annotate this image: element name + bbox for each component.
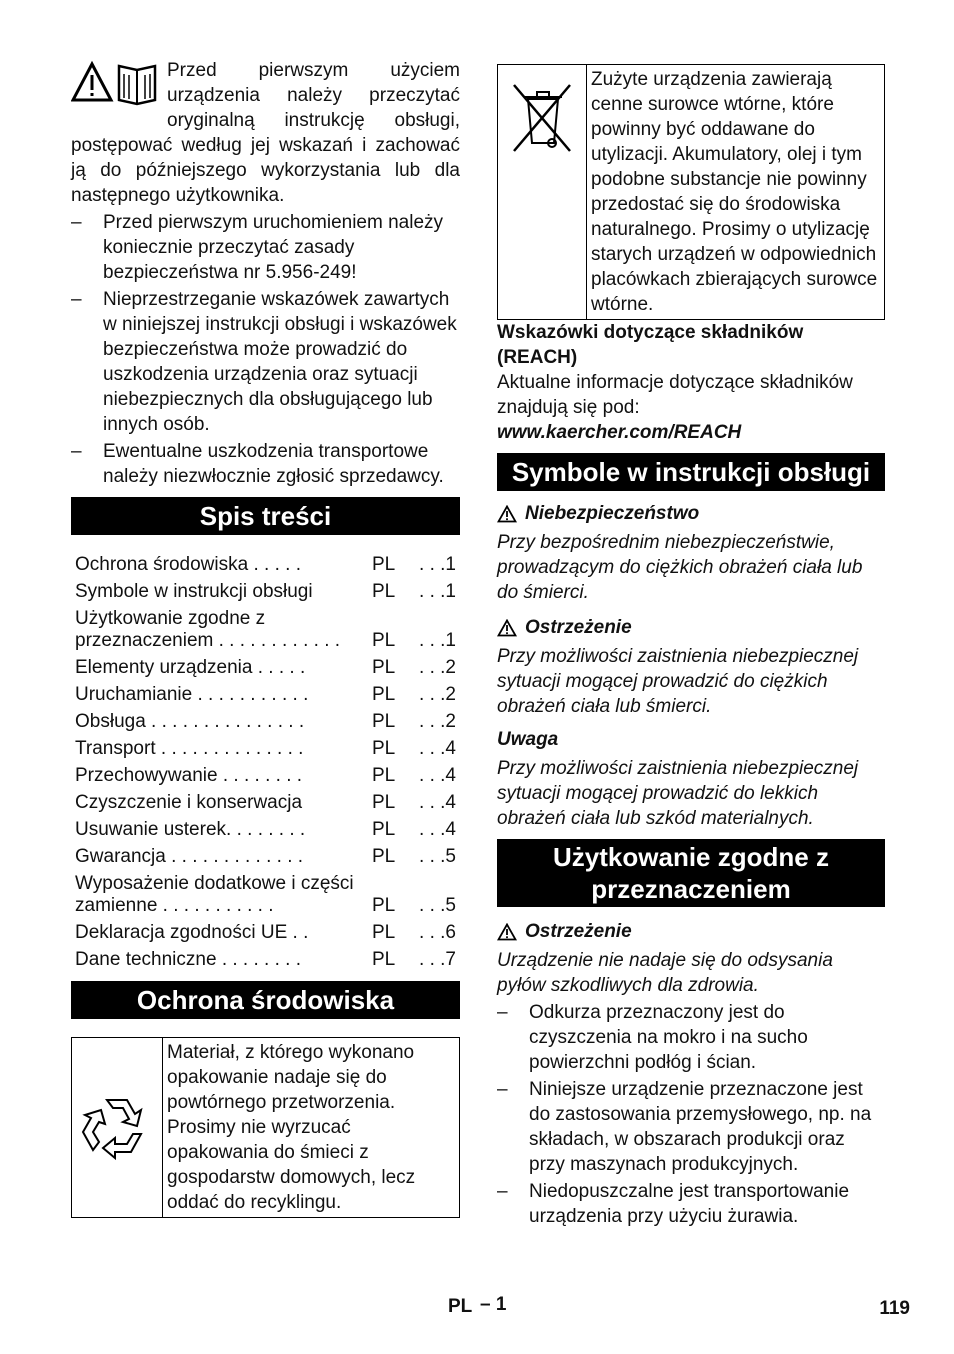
toc-row[interactable]: Symbole w instrukcji obsługi PL . . .1 xyxy=(75,580,456,602)
toc-row[interactable]: Wyposażenie dodatkowe i części zamienne . . . . . . . . . . . PL . . .5 xyxy=(75,872,456,916)
intended-warning-text: Urządzenie nie nadaje się do odsysania pyłów szkodliwych dla zdrowia. xyxy=(497,950,833,996)
warning-triangle-icon xyxy=(497,505,517,523)
warning-label: Ostrzeżenie xyxy=(525,617,632,638)
toc-row[interactable]: Deklaracja zgodności UE . . PL . . .6 xyxy=(75,921,456,943)
caution-label: Uwaga xyxy=(497,729,559,750)
intro-bullets xyxy=(71,210,460,489)
danger-label-row xyxy=(497,501,885,526)
recycling-icon xyxy=(79,1090,155,1166)
weee-icon-cell xyxy=(498,65,587,319)
list-item: – Niniejsze urządzenie przeznaczone jest do zastosowania przemysłowego, np. na składach, w obszarach produkcji oraz przy maszynach produkcyjnych. xyxy=(497,1079,872,1175)
intro-text: Przed pierwszym użyciem urządzenia należy przeczytać oryginalną instrukcję obsługi, postępować według jej wskazań i zachować ją do późniejszego wykorzystania lub dla następnego użytkownika. xyxy=(71,60,460,206)
recycling-box xyxy=(71,1037,460,1218)
toc-row[interactable]: Uruchamianie . . . . . . . . . . . PL . . .2 xyxy=(75,683,456,705)
toc-row[interactable]: Przechowywanie . . . . . . . . PL . . .4 xyxy=(75,764,456,786)
intended-warning-label: Ostrzeżenie xyxy=(525,921,632,942)
warning-triangle-icon xyxy=(497,619,517,637)
recycling-icon-cell xyxy=(72,1038,163,1217)
toc-row[interactable]: Dane techniczne . . . . . . . . PL . . .7 xyxy=(75,948,456,970)
table-of-contents xyxy=(71,551,460,973)
manual-book-icon xyxy=(119,66,155,104)
list-item: – Ewentualne uszkodzenia transportowe należy niezwłocznie zgłosić sprzedawcy. xyxy=(71,441,444,487)
toc-row[interactable]: Użytkowanie zgodne z przeznaczeniem . . . . . . . . . . . . PL . . .1 xyxy=(75,607,456,651)
right-column xyxy=(497,64,885,1231)
toc-row[interactable]: Czyszczenie i konserwacja PL . . .4 xyxy=(75,791,456,813)
intro-section xyxy=(71,58,460,208)
weee-box xyxy=(497,64,885,320)
intro-icons xyxy=(71,60,161,110)
toc-row[interactable]: Obsługa . . . . . . . . . . . . . . . PL . . .2 xyxy=(75,710,456,732)
recycling-text: Materiał, z którego wykonano opakowanie nadaje się do powtórnego przetworzenia. Prosimy nie wyrzucać opakowania do śmieci z gospodarstw domowych, lecz oddać do recyklingu. xyxy=(167,1042,416,1213)
intended-warning-row xyxy=(497,919,885,944)
toc-row[interactable]: Gwarancja . . . . . . . . . . . . . PL . . .5 xyxy=(75,845,456,867)
symbols-heading: Symbole w instrukcji obsługi xyxy=(497,453,885,491)
list-item: – Nieprzestrzeganie wskazówek zawartych w niniejszej instrukcji obsługi i wskazówek bezpieczeństwa może prowadzić do uszkodzenia urządzenia oraz sytuacji niebezpiecznych dla obsługującego lub innych osób. xyxy=(71,289,457,435)
reach-link[interactable]: www.kaercher.com/REACH xyxy=(497,422,742,443)
intended-use-bullets xyxy=(497,1000,885,1229)
footer-section-number: – 1 xyxy=(480,1294,507,1315)
footer-language: PL xyxy=(448,1296,473,1317)
caution-text: Przy możliwości zaistnienia niebezpiecznej sytuacji mogącej prowadzić do lekkich obrażeń ciała lub szkód materialnych. xyxy=(497,758,859,829)
danger-label: Niebezpieczeństwo xyxy=(525,503,700,524)
warning-text: Przy możliwości zaistnienia niebezpiecznej sytuacji mogącej prowadzić do ciężkich obrażeń ciała lub śmierci. xyxy=(497,646,859,717)
toc-heading: Spis treści xyxy=(71,497,460,535)
toc-row[interactable]: Elementy urządzenia . . . . . PL . . .2 xyxy=(75,656,456,678)
weee-text: Zużyte urządzenia zawierają cenne surowce wtórne, które powinny być oddawane do utylizacji. Akumulatory, olej i tym podobne substancje nie powinny przedostać się do środowiska naturalnego. Prosimy o utylizację starych urządzeń w odpowiednich placówkach zbierających surowce wtórne. xyxy=(591,69,878,315)
toc-row[interactable]: Transport . . . . . . . . . . . . . . PL . . .4 xyxy=(75,737,456,759)
warning-triangle-icon xyxy=(497,923,517,941)
reach-heading: Wskazówki dotyczące składników (REACH) xyxy=(497,322,804,368)
warning-triangle-icon xyxy=(73,64,111,100)
warning-label-row xyxy=(497,615,885,640)
list-item: – Odkurza przeznaczony jest do czyszczenia na mokro i na sucho powierzchni podłóg i ścian. xyxy=(497,1002,808,1073)
toc-row[interactable]: Ochrona środowiska . . . . . PL . . .1 xyxy=(75,553,456,575)
environment-heading: Ochrona środowiska xyxy=(71,981,460,1019)
list-item: – Przed pierwszym uruchomieniem należy koniecznie przeczytać zasady bezpieczeństwa nr 5.956-249! xyxy=(71,212,444,283)
intended-use-heading: Użytkowanie zgodne z przeznaczeniem xyxy=(497,839,885,907)
left-column xyxy=(71,58,460,1218)
danger-text: Przy bezpośrednim niebezpieczeństwie, prowadzącym do ciężkich obrażeń ciała lub do śmierci. xyxy=(497,532,863,603)
toc-row[interactable]: Usuwanie usterek. . . . . . . . PL . . .4 xyxy=(75,818,456,840)
crossed-bin-icon xyxy=(510,81,574,155)
reach-text: Aktualne informacje dotyczące składników znajdują się pod: xyxy=(497,372,853,418)
footer-page-number: 119 xyxy=(879,1298,910,1319)
list-item: – Niedopuszczalne jest transportowanie urządzenia przy użyciu żurawia. xyxy=(497,1181,850,1227)
